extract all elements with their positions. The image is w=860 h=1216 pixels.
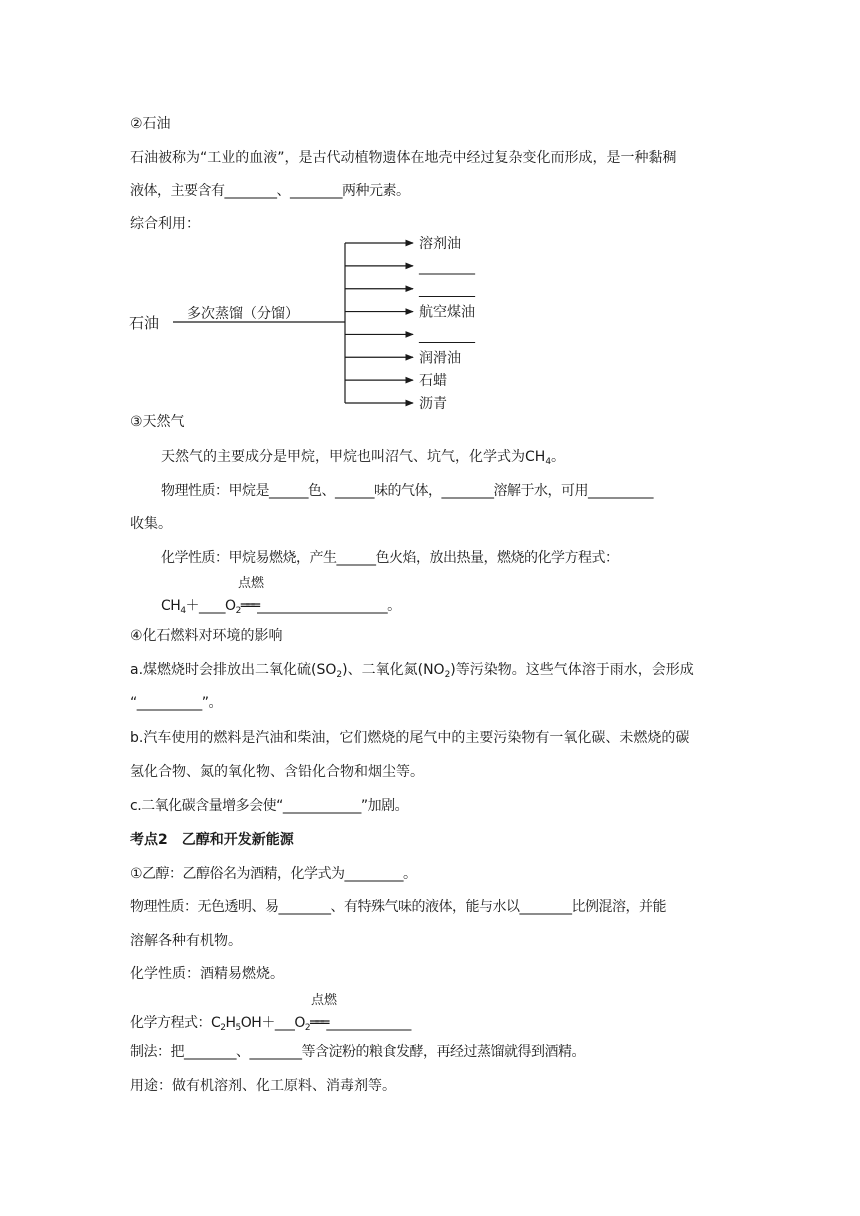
ethanol-equation (130, 1014, 411, 1032)
product-label: 润滑油 (419, 350, 461, 367)
fractional-distillation-diagram (125, 230, 525, 415)
eq2-sub-2b: 2 (304, 1023, 311, 1033)
ethanol-uses-line: 用途：做有机溶剂、化工原料、消毒剂等。 (130, 1078, 396, 1094)
petroleum-use-label: 综合利用： (130, 216, 200, 232)
methane-reaction-condition: 点燃 (238, 576, 265, 591)
intro-text: 天然气的主要成分是甲烷，甲烷也叫沼气、坑气，化学式为 (161, 449, 525, 465)
ethanol-reaction-condition: 点燃 (311, 993, 338, 1008)
ethanol-line: ①乙醇：乙醇俗名为酒精，化学式为_________。 (130, 866, 417, 882)
eq-plus-o: ＋____O (185, 598, 236, 614)
eq2-sub-2a: 2 (220, 1023, 226, 1033)
product-label: ________ (419, 327, 475, 344)
environment-a-line2: “__________”。 (130, 695, 223, 711)
methane-equation (161, 597, 401, 615)
environment-b-line1: b.汽车使用的燃料是汽油和柴油，它们燃烧的尾气中的主要污染物有一氧化碳、未燃烧的碳 (130, 730, 690, 746)
product-label: 沥青 (419, 396, 447, 412)
eq2-h: H (225, 1015, 236, 1031)
intro-end: 。 (551, 449, 566, 465)
eq-products-blank: ____________________。 (257, 598, 401, 614)
section-heading-environment: ④化石燃料对环境的影响 (130, 628, 283, 644)
eq-equals-sign: ═══ (240, 598, 258, 614)
natural-gas-chemical-line: 化学性质：甲烷易燃烧，产生______色火焰，放出热量，燃烧的化学方程式： (161, 550, 619, 566)
topic2-heading: 考点2 乙醇和开发新能源 (130, 832, 294, 848)
eq2-equals-sign: ═══ (310, 1015, 327, 1031)
eq2-oh-plus: OH＋___O (240, 1015, 305, 1031)
ethanol-chemical-line: 化学性质：酒精易燃烧。 (130, 966, 284, 982)
eq2-products-blank: _____________ (326, 1015, 411, 1031)
petroleum-desc-line2: 液体，主要含有________、________两种元素。 (130, 183, 410, 199)
a-sub1: 2 (336, 670, 343, 680)
product-label: 航空煤油 (419, 304, 475, 321)
section-heading-petroleum: ②石油 (130, 116, 171, 132)
petroleum-desc-line1: 石油被称为“工业的血液”，是古代动植物遗体在地壳中经过复杂变化而形成，是一种黏稠 (130, 150, 677, 166)
natural-gas-intro (161, 448, 565, 466)
product-label: 石蜡 (419, 373, 447, 390)
ethanol-production-line: 制法：把________、________等含淀粉的粮食发酵，再经过蒸馏就得到酒精。 (130, 1044, 585, 1060)
product-label: ________ (419, 281, 475, 298)
a-text2: )、二氧化氮(NO (342, 662, 445, 678)
eq-sub-4: 4 (180, 606, 186, 616)
natural-gas-physical-line2: 收集。 (130, 516, 172, 532)
eq2-sub-5: 5 (235, 1023, 241, 1033)
intro-subscript: 4 (545, 457, 552, 467)
ethanol-physical-line1: 物理性质：无色透明、易________、有特殊气味的液体，能与水以________比例混溶，并能 (130, 899, 666, 915)
product-label: 溶剂油 (419, 236, 461, 252)
diagram-process-label: 多次蒸馏（分馏） (187, 306, 299, 322)
natural-gas-physical-line1: 物理性质：甲烷是______色、______味的气体，________溶解于水，可用__________ (161, 483, 653, 499)
eq-sub-2: 2 (235, 606, 241, 616)
a-text1: a.煤燃烧时会排放出二氧化硫(SO (130, 662, 337, 678)
intro-formula: CH (525, 449, 546, 465)
eq2-label: 化学方程式：C (130, 1015, 221, 1031)
ethanol-physical-line2: 溶解各种有机物。 (130, 933, 242, 949)
a-sub2: 2 (444, 670, 451, 680)
diagram-source-label: 石油 (129, 314, 160, 332)
environment-c-line: c.二氧化碳含量增多会使“____________”加剧。 (130, 798, 409, 814)
environment-a-line1 (130, 661, 694, 679)
environment-b-line2: 氢化合物、氮的氧化物、含铅化合物和烟尘等。 (130, 764, 424, 780)
product-label: ________ (419, 258, 475, 275)
a-text3: )等污染物。这些气体溶于雨水，会形成 (450, 662, 694, 678)
eq-reactant-ch: CH (161, 598, 181, 614)
section-heading-natural-gas: ③天然气 (130, 414, 185, 430)
